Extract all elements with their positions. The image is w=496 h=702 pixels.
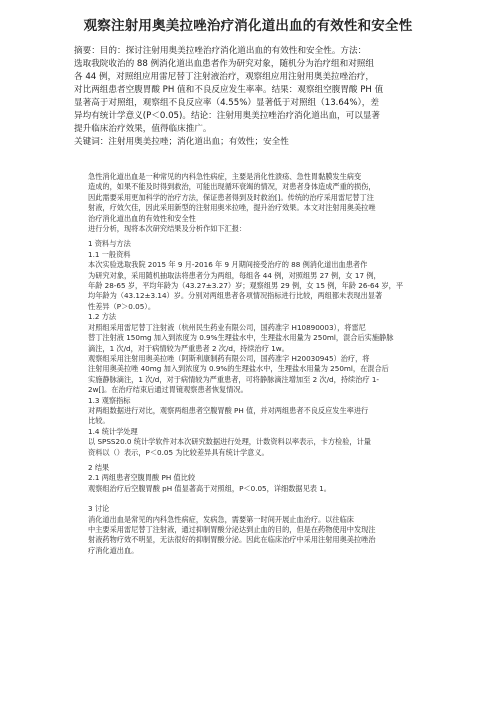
paragraph-line: 实施静脉滴注，1 次/d，对于病情较为严重患者，可将静脉滴注增加至 2 次/d，持续治疗 1- [88,374,379,384]
paragraph-line: 射液药物疗效不明显，无法很好的抑制胃酸分泌。因此在临床治疗中采用注射用奥美拉唑治 [88,535,376,545]
abstract-line: 对比两组患者空腹胃酸 PH 值和不良反应发生率率。结果：观察组空腹胃酸 PH 值 [74,85,384,95]
intro-line: 进行分析，现将本次研究结果及分析作如下汇报： [88,224,247,234]
subsection-heading: 1.4 统计学处理 [88,426,138,436]
subsection-heading: 1.1 一般资料 [88,249,131,259]
paragraph-line: 滴注，1 次/d，对于病情较为严重患者 2 次/d，持续治疗 1w。 [88,343,289,353]
section-heading: 2 结果 [88,462,110,472]
paragraph-line: 以 SPSS20.0 统计学软件对本次研究数据进行处理，计数资料以率表示，卡方检验，计量 [88,437,371,447]
paragraph-line: 对两组数据进行对比，观察两组患者空腹胃酸 PH 值，并对两组患者不良反应发生率进行 [88,405,369,415]
keywords: 关键词：注射用奥美拉唑；消化道出血；有效性；安全性 [74,137,289,147]
subsection-heading: 1.3 观察指标 [88,395,131,405]
paragraph-line: 为研究对象，采用随机抽取法将患者分为两组，每组各 44 例，对照组男 27 例，女 17 例， [88,270,381,280]
abstract-line: 选取我院收治的 88 例消化道出血患者作为研究对象，随机分为治疗组和对照组 [74,59,374,69]
abstract-line: 摘要：目的：探讨注射用奥美拉唑治疗消化道出血的有效性和安全性。方法： [74,46,367,56]
paragraph-line: 本次实验选取我院 2015 年 9 月-2016 年 9 月期间接受治疗的 88 例消化道出血患者作 [88,260,368,270]
paragraph-line: 对照组采用雷尼替丁注射液（杭州民生药业有限公司，国药准字 H10890003），将雷尼 [88,322,366,332]
paragraph-line: 性差异（P＞0.05）。 [88,301,156,311]
paragraph-line: 资料以（）表示，P＜0.05 为比较差异具有统计学意义。 [88,447,269,457]
intro-line: 射液，疗效欠佳，因此采用新型的注射用奥米拉唑，提升治疗效果。本文对注射用奥美拉唑 [88,203,376,213]
section-heading: 1 资料与方法 [88,239,131,249]
paragraph-line: 2w[]。在治疗结束后通过胃镜观察患者恢复情况。 [88,385,248,395]
subsection-heading: 2.1 两组患者空腹胃酸 PH 值比较 [88,473,196,483]
paragraph-line: 年龄 28-65 岁，平均年龄为（43.27±3.27）岁；观察组男 29 例，女 15 例，年龄 26-64 岁，平 [88,281,404,291]
intro-line: 治疗消化道出血的有效性和安全性 [88,213,196,223]
paragraph-line: 观察组治疗后空腹胃酸 pH 值显著高于对照组，P＜0.05，详细数据见表 1。 [88,483,331,493]
paragraph-line: 替丁注射液 150mg 加入到浓度为 0.9%生理盐水中，生理盐水用量为 250ml，混合后实施静脉 [88,333,394,343]
abstract-line: 提升临床治疗效果，值得临床推广。 [74,124,212,134]
paragraph-line: 消化道出血是常见的内科急性病症，发病急，需要第一时间开展止血治疗。以往临床 [88,514,354,524]
paragraph-line: 观察组采用注射用奥美拉唑（阿斯利康制药有限公司，国药准字 H20030945）治疗，将 [88,353,370,363]
paragraph-line: 疗消化道出血。 [88,545,139,555]
subsection-heading: 1.2 方法 [88,312,117,322]
intro-line: 因此需要采用更加科学的治疗方法，保证患者得到及时救治[]。传统的治疗采用雷尼替丁注 [88,192,374,202]
paragraph-line: 比较。 [88,416,110,426]
abstract-line: 异均有统计学意义(P＜0.05)。结论：注射用奥美拉唑治疗消化道出血，可以显著 [74,111,381,121]
intro-line: 造成的，如果不能及时得到救治，可能出现循环衰竭的情况，对患者身体造成严重的损伤， [88,182,376,192]
paragraph-line: 注射用奥美拉唑 40mg 加入到浓度为 0.9%的生理盐水中，生理盐水用量为 250ml，在混合后 [88,364,389,374]
abstract-block [74,45,434,149]
paragraph-line: 中主要采用雷尼替丁注射液，通过抑制胃酸分泌达到止血的目的，但是在药物使用中发现注 [88,525,376,534]
section-heading: 3 讨论 [88,504,110,514]
intro-line: 急性消化道出血是一种常见的内科急性病症，主要是消化性溃疡、急性胃黏膜发生病变 [88,172,362,181]
paragraph-line: 均年龄为（43.12±3.14）岁。分别对两组患者各项情况指标进行比较，两组都未表现出显著 [88,291,383,301]
abstract-line: 显著高于对照组，观察组不良反应率（4.55%）显著低于对照组（13.64%），差 [74,98,379,108]
abstract-line: 各 44 例，对照组应用雷尼替丁注射液治疗，观察组应用注射用奥美拉唑治疗， [74,72,374,82]
page-title: 观察注射用奥美拉唑治疗消化道出血的有效性和安全性 [83,18,413,34]
body-text [88,172,436,556]
